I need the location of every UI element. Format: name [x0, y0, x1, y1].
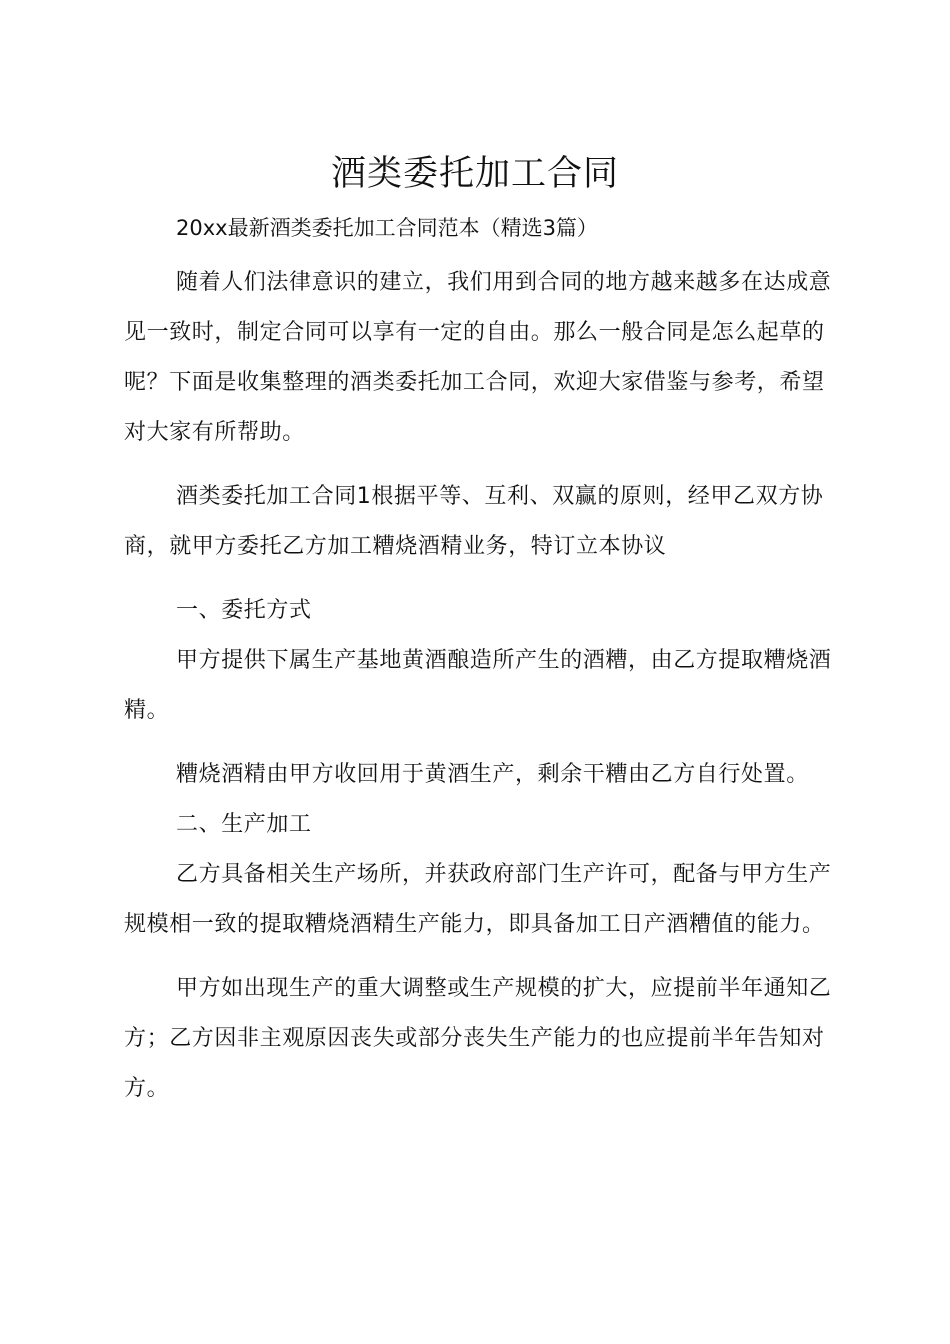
section2-paragraph-1: 乙方具备相关生产场所，并获政府部门生产许可，配备与甲方生产规模相一致的提取糟烧酒精生产能力，即具备加工日产酒糟值的能力。 [124, 862, 832, 937]
section1-paragraph-1: 甲方提供下属生产基地黄酒酿造所产生的酒糟，由乙方提取糟烧酒精。 [124, 648, 832, 723]
document-subtitle: 20xx最新酒类委托加工合同范本（精选3篇） [176, 216, 598, 240]
section1-paragraph-2: 糟烧酒精由甲方收回用于黄酒生产，剩余干糟由乙方自行处置。 [176, 762, 809, 787]
intro-paragraph: 随着人们法律意识的建立，我们用到合同的地方越来越多在达成意见一致时，制定合同可以享有一定的自由。那么一般合同是怎么起草的呢？下面是收集整理的酒类委托加工合同，欢迎大家借鉴与参考，希望对大家有所帮助。 [124, 270, 832, 445]
section-heading-entrust-method: 一、委托方式 [176, 598, 312, 623]
contract-opening-paragraph: 酒类委托加工合同1根据平等、互利、双赢的原则，经甲乙双方协商，就甲方委托乙方加工糟烧酒精业务，特订立本协议 [124, 484, 824, 559]
section-heading-production: 二、生产加工 [176, 812, 312, 837]
document-body [124, 258, 834, 1128]
document-title: 酒类委托加工合同 [330, 154, 619, 194]
section2-paragraph-2: 甲方如出现生产的重大调整或生产规模的扩大，应提前半年通知乙方；乙方因非主观原因丧失或部分丧失生产能力的也应提前半年告知对方。 [124, 976, 832, 1101]
